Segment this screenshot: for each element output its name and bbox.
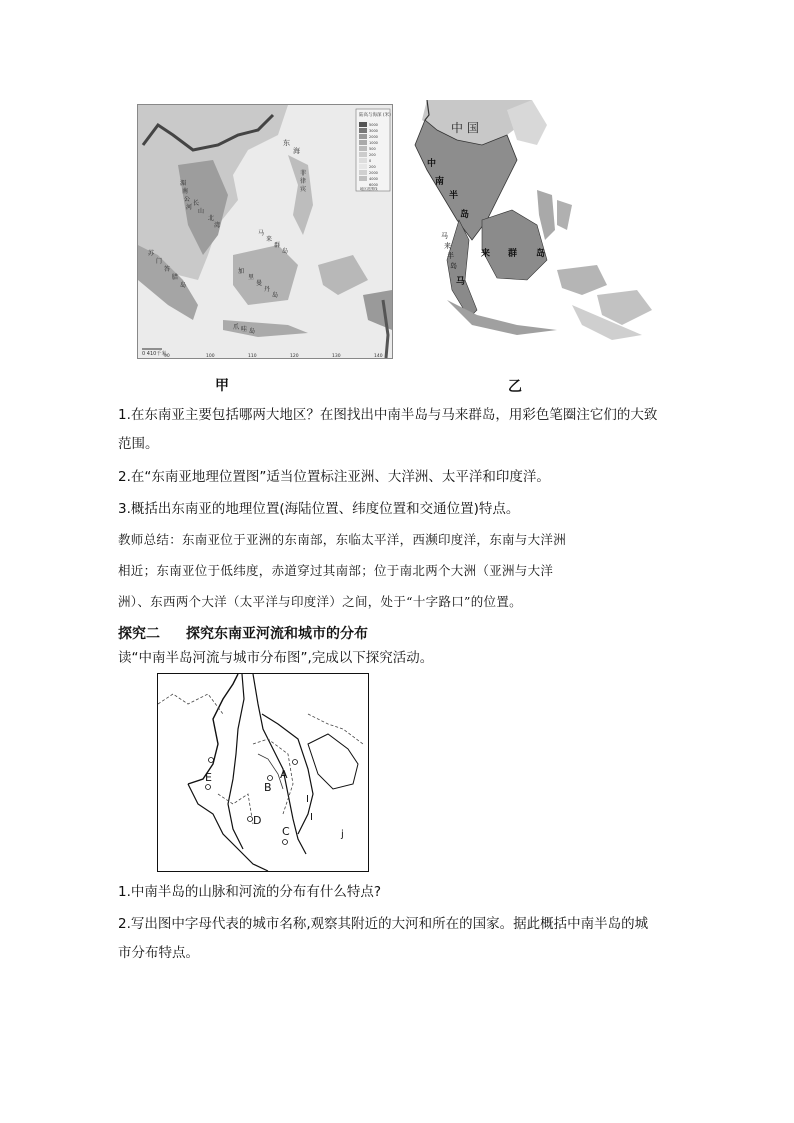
caption-jia: 甲 — [215, 378, 229, 394]
section2-question-2-line-2: 市分布特点。 — [118, 945, 199, 961]
label-peninsula-char: 半 — [449, 191, 459, 201]
label-archipelago-char: 岛 — [536, 249, 546, 259]
section-title: 探究东南亚河流和城市的分布 — [186, 626, 368, 642]
southeast-asia-regions-map — [397, 100, 659, 360]
map-label: 岛 — [272, 292, 279, 299]
terrain-map-graphic — [138, 105, 392, 358]
legend-value: 3000 — [369, 129, 378, 133]
map-label: 律 — [300, 178, 307, 185]
map-label: 河 — [186, 204, 193, 211]
map-label: 岛 — [282, 248, 289, 255]
legend-value: 2000 — [369, 135, 378, 139]
label-malaysia: 马 — [456, 277, 466, 287]
label-archipelago-char: 群 — [508, 249, 518, 259]
legend-value: 4000 — [369, 177, 378, 181]
map-label: 岛 — [249, 328, 256, 335]
map-label: 曼 — [256, 280, 263, 287]
map-label: 群 — [274, 242, 281, 249]
question-2: 2.在“东南亚地理位置图”适当位置标注亚洲、大洋洲、太平洋和印度洋。 — [118, 469, 550, 485]
map-label: 海 — [293, 147, 300, 155]
legend-title: 陆高与海深 (米) — [359, 113, 391, 118]
section-label: 探究二 — [118, 626, 160, 642]
longitude-tick: 90 — [164, 354, 170, 358]
legend-footer: 地区范围线 — [360, 187, 378, 191]
map-label: 湾 — [214, 222, 221, 229]
regions-map-graphic — [397, 100, 659, 360]
map-label: 岛 — [180, 282, 187, 289]
legend-value: 2000 — [369, 171, 378, 175]
indochina-rivers-cities-map — [157, 673, 369, 872]
legend-value: 200 — [369, 165, 376, 169]
map-label: 爪 — [233, 324, 240, 331]
map-label: 山 — [198, 208, 205, 215]
teacher-summary-line-1: 教师总结：东南亚位于亚洲的东南部，东临太平洋，西濒印度洋，东南与大洋洲 — [118, 532, 567, 547]
map-label: 答 — [164, 266, 171, 273]
label-peninsula-char: 中 — [427, 159, 437, 169]
map-label: 里 — [248, 274, 255, 281]
longitude-tick: 120 — [290, 354, 299, 358]
longitude-tick: 140 — [374, 354, 383, 358]
map-letter-j: j — [341, 829, 344, 840]
label-archipelago-char: 来 — [481, 249, 491, 259]
map-label: 门 — [156, 258, 163, 265]
section-heading — [118, 623, 368, 643]
city-letter-a: A — [280, 768, 288, 781]
city-letter-d: D — [253, 814, 262, 827]
map-label: 宾 — [300, 186, 307, 193]
map-label: 苏 — [148, 250, 155, 257]
legend-value: 5000 — [369, 123, 378, 127]
map-label: 加 — [238, 268, 245, 275]
teacher-summary-line-3: 洲）、东西两个大洋（太平洋与印度洋）之间，处于“十字路口”的位置。 — [118, 594, 522, 609]
question-3: 3.概括出东南亚的地理位置(海陆位置、纬度位置和交通位置)特点。 — [118, 501, 520, 517]
label-peninsula-char: 岛 — [460, 210, 470, 220]
longitude-tick: 130 — [332, 354, 341, 358]
section2-question-2-line-1: 2.写出图中字母代表的城市名称,观察其附近的大河和所在的国家。据此概括中南半岛的城 — [118, 916, 649, 932]
label-malay-char: 岛 — [450, 262, 457, 270]
caption-yi: 乙 — [508, 379, 522, 395]
map-label: 腊 — [172, 274, 179, 281]
legend-value: 1000 — [369, 141, 378, 145]
longitude-tick: 100 — [206, 354, 215, 358]
legend-value: 0 — [369, 159, 372, 163]
map-scale: 0 410千米 — [142, 351, 167, 357]
label-peninsula-char: 南 — [435, 177, 445, 187]
legend-value: 6000 — [369, 183, 378, 187]
label-china: 中 国 — [451, 121, 479, 135]
map-label: 来 — [266, 236, 273, 243]
question-1-line-1: 1.在东南亚主要包括哪两大地区？在图找出中南半岛与马来群岛，用彩色笔圈注它们的大致 — [118, 407, 658, 423]
city-letter-e: E — [205, 771, 212, 784]
teacher-summary-line-2: 相近；东南亚位于低纬度，赤道穿过其南部；位于南北两个大洲（亚洲与大洋 — [118, 563, 554, 578]
map-letter-i: I — [310, 812, 313, 823]
label-malay-char: 半 — [447, 252, 454, 260]
question-1-line-2: 范围。 — [118, 436, 159, 452]
map-label: 湄 — [180, 180, 187, 187]
southeast-asia-terrain-map — [137, 104, 393, 359]
river-map-graphic — [158, 674, 368, 871]
legend-value: 200 — [369, 153, 376, 157]
section2-question-1: 1.中南半岛的山脉和河流的分布有什么特点? — [118, 884, 382, 900]
label-malay-char: 马 — [441, 232, 448, 240]
map-label: 东 — [283, 139, 290, 147]
city-letter-c: C — [282, 825, 290, 838]
map-letter-i: I — [306, 794, 309, 805]
map-label: 公 — [184, 196, 191, 203]
map-label: 南 — [182, 188, 189, 195]
map-label: 马 — [258, 230, 265, 237]
section-intro: 读“中南半岛河流与城市分布图”,完成以下探究活动。 — [118, 650, 434, 666]
map-label: 菲 — [300, 170, 307, 177]
map-label: 长 — [193, 200, 200, 207]
label-malay-char: 来 — [444, 242, 451, 250]
longitude-tick: 110 — [248, 354, 257, 358]
city-letter-b: B — [264, 781, 272, 794]
map-label: 北 — [208, 215, 215, 222]
map-label: 哇 — [241, 326, 248, 333]
map-label: 丹 — [264, 286, 271, 293]
legend-value: 500 — [369, 147, 376, 151]
